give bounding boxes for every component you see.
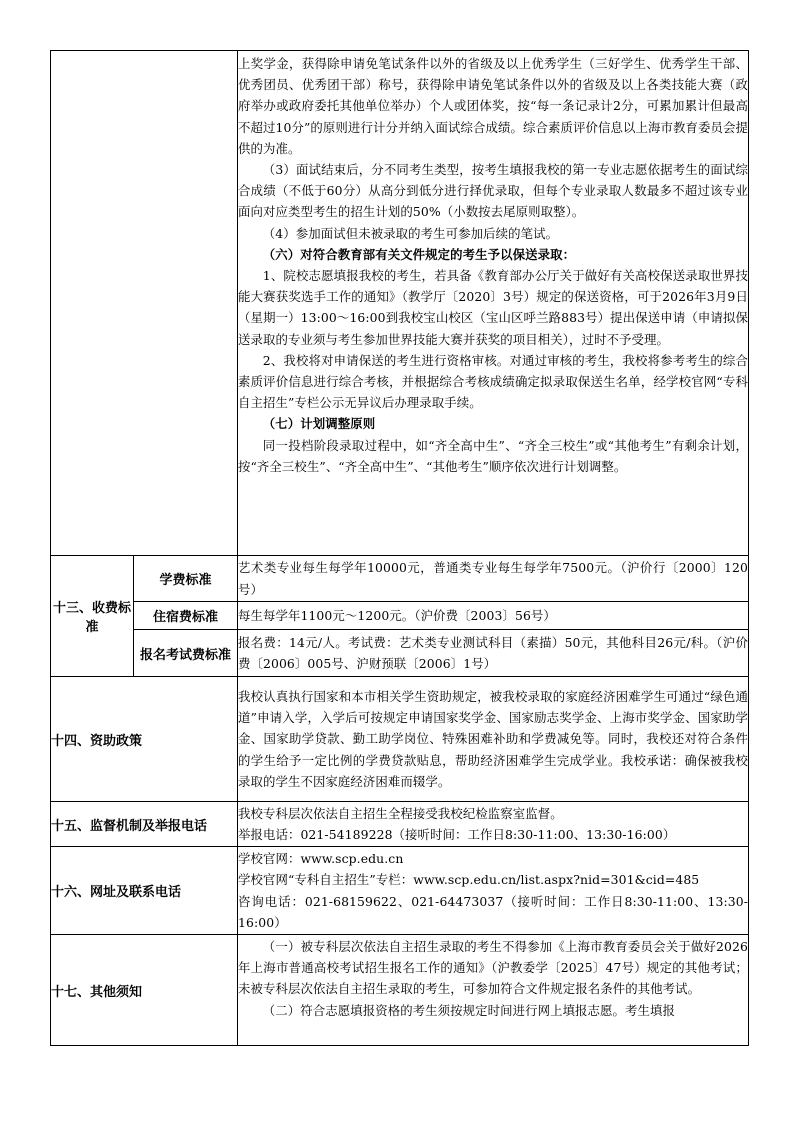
section-heading: （六）对符合教育部有关文件规定的考生予以保送录取： — [262, 246, 576, 262]
consult-phone: 咨询电话：021-68159622、021-64473037（接听时间：工作日8:30-11:00、13:30-16:00） — [238, 893, 748, 930]
school-website: 学校官网：www.scp.edu.cn — [238, 851, 404, 867]
top-section-content — [238, 51, 749, 556]
supervision-label: 十五、监督机制及举报电话 — [51, 802, 238, 847]
fees-label: 十三、收费标准 — [51, 556, 134, 677]
paragraph: 2、我校将对申请保送的考生进行资格审核。对通过审核的考生，我校将参考考生的综合素质评价信息进行综合考核，并根据综合考核成绩确定拟录取保送生名单，经学校官网“专科自主招生”专栏公示无异议后办理录取手续。 — [238, 352, 748, 411]
paragraph: （二）符合志愿填报资格的考生须按规定时间进行网上填报志愿。考生填报 — [262, 1002, 675, 1018]
paragraph: （3）面试结束后，分不同考生类型，按考生填报我校的第一专业志愿依据考生的面试综合成绩（不低于60分）从高分到低分进行择优录取，但每个专业录取人数最多不超过该专业面向对应类型考生的招生计划的50%（小数按去尾原则取整）。 — [238, 162, 748, 220]
paragraph: （一）被专科层次依法自主招生录取的考生不得参加《上海市教育委员会关于做好2026年上海市普通高校考试招生报名工作的通知》（沪教委学〔2025〕47号）规定的其他考试；未被专科层次依法自主招生录取的考生，可参加符合文件规定报名条件的其他考试。 — [238, 939, 748, 997]
aid-label: 十四、资助政策 — [51, 677, 238, 802]
admission-column-url: 学校官网“专科自主招生”专栏：www.scp.edu.cn/list.aspx?nid=301&cid=485 — [238, 872, 700, 888]
supervision-line: 我校专科层次依法自主招生全程接受我校纪检监察室监督。 — [238, 805, 563, 821]
section-heading: （七）计划调整原则 — [262, 416, 376, 432]
notes-label: 十七、其他须知 — [51, 935, 238, 1046]
supervision-content — [238, 802, 749, 847]
accommodation-value: 每生每学年1100元～1200元。（沪价费〔2003〕56号） — [238, 602, 749, 630]
top-label-cell — [51, 51, 238, 556]
report-phone: 举报电话：021-54189228（接听时间：工作日8:30-11:00、13:30-16:00） — [238, 827, 676, 842]
paragraph: 同一投档阶段录取过程中，如“齐全高中生”、“齐全三校生”或“其他考生”有剩余计划，按“齐全三校生”、“齐全高中生”、“其他考生”顺序依次进行计划调整。 — [238, 437, 748, 474]
paragraph: （4）参加面试但未被录取的考生可参加后续的笔试。 — [262, 225, 559, 241]
paragraph: 上奖学金，获得除申请免笔试条件以外的省级及以上优秀学生（三好学生、优秀学生干部、优秀团员、优秀团干部）称号，获得除申请免笔试条件以外的省级及以上各类技能大赛（政府举办或政府委托其他单位举办）个人或团体奖，按“每一条记录计2分，可累加累计但最高不超过10分”的原则进行计分并纳入面试综合成绩。综合素质评价信息以上海市教育委员会提供的为准。 — [238, 56, 748, 156]
accommodation-label: 住宿费标准 — [134, 602, 238, 630]
notes-content — [238, 935, 749, 1046]
contact-content — [238, 847, 749, 935]
tuition-value: 艺术类专业每生每学年10000元，普通类专业每生每学年7500元。（沪价行〔2000〕120号） — [238, 556, 749, 602]
aid-text: 我校认真执行国家和本市相关学生资助规定，被我校录取的家庭经济困难学生可通过“绿色通道”申请入学，入学后可按规定申请国家奖学金、国家励志奖学金、上海市奖学金、国家助学金、国家助学贷款、勤工助学岗位、特殊困难补助和学费减免等。同时，我校还对符合条件的学生给予一定比例的学费贷款贴息，帮助经济困难学生完成学业。我校承诺：确保被我校录取的学生不因家庭经济困难而辍学。 — [238, 677, 749, 802]
tuition-label: 学费标准 — [134, 556, 238, 602]
exam-fee-label: 报名考试费标准 — [134, 630, 238, 677]
contact-label: 十六、网址及联系电话 — [51, 847, 238, 935]
admission-document-table — [50, 50, 749, 1046]
exam-fee-value: 报名费：14元/人。考试费：艺术类专业测试科目（素描）50元，其他科目26元/科。（沪价费〔2006〕005号、沪财预联〔2006〕1号） — [238, 630, 749, 677]
paragraph: 1、院校志愿填报我校的考生，若具备《教育部办公厅关于做好有关高校保送录取世界技能大赛获奖选手工作的通知》（教学厅〔2020〕3号）规定的保送资格，可于2026年3月9日（星期一）13:00～16:00到我校宝山校区（宝山区呼兰路883号）提出保送申请（申请拟保送录取的专业须与考生参加世界技能大赛并获奖的项目相关），过时不予受理。 — [238, 268, 748, 347]
